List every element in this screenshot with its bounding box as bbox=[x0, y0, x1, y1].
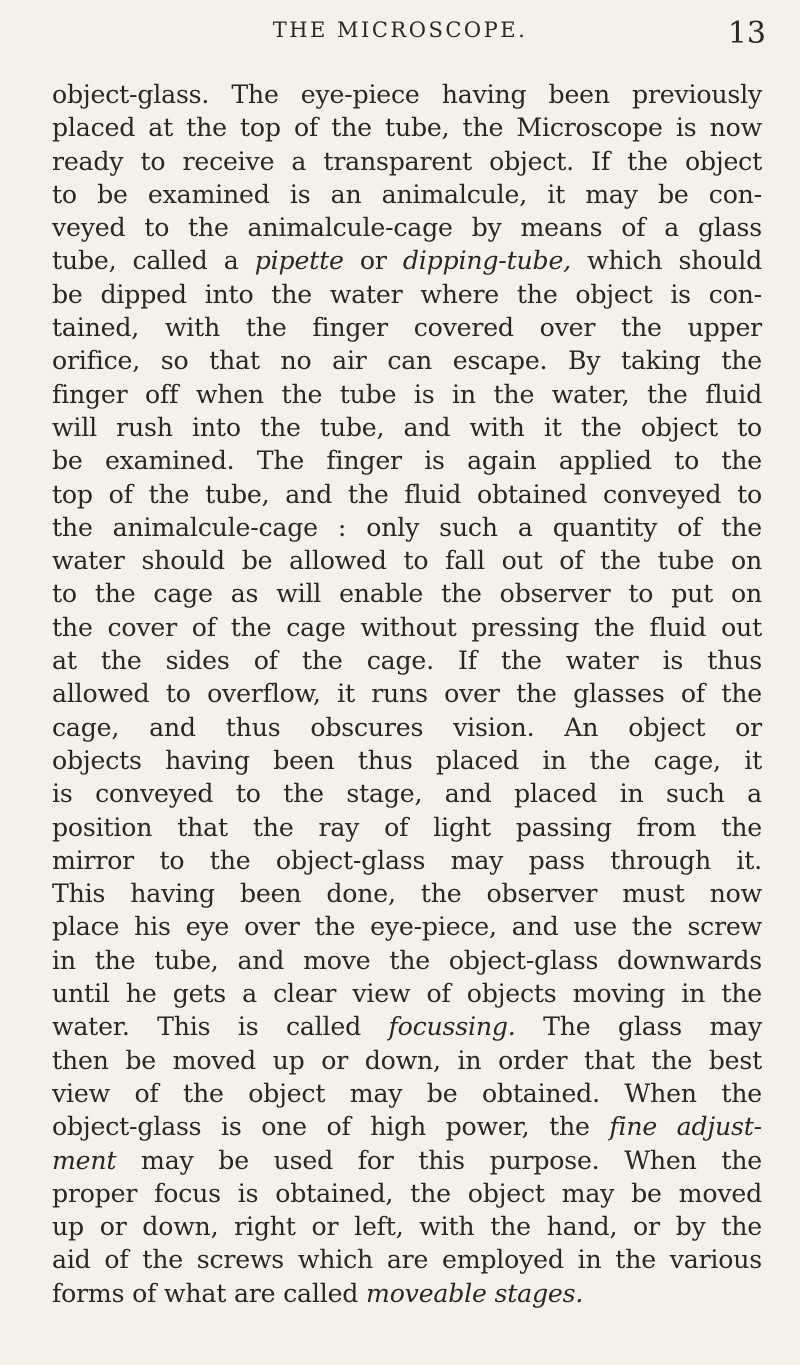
text-line bbox=[52, 244, 762, 277]
text-segment: object-glass. The eye-piece having been previously bbox=[52, 80, 762, 109]
text-line bbox=[52, 444, 762, 477]
text-segment: which should bbox=[570, 246, 762, 276]
text-line bbox=[52, 1177, 762, 1210]
text-line bbox=[52, 544, 762, 577]
text-line bbox=[52, 811, 762, 844]
text-line bbox=[52, 178, 762, 211]
text-line bbox=[52, 378, 762, 411]
text-segment: be examined. The finger is again applied to the bbox=[52, 446, 762, 476]
italic-term: fine adjust- bbox=[609, 1112, 762, 1142]
text-segment: is conveyed to the stage, and placed in such a bbox=[52, 779, 762, 809]
text-segment: The glass may bbox=[515, 1012, 762, 1042]
text-segment: object-glass is one of high power, the bbox=[52, 1112, 610, 1142]
text-segment: orifice, so that no air can escape. By taking the bbox=[52, 346, 762, 376]
text-line bbox=[52, 511, 762, 544]
text-segment: objects having been thus placed in the cage, it bbox=[52, 745, 762, 775]
text-segment: be dipped into the water where the object is con- bbox=[52, 279, 762, 309]
text-segment: or bbox=[343, 246, 403, 276]
text-line bbox=[52, 777, 762, 810]
text-line bbox=[52, 977, 762, 1010]
text-segment: place his eye over the eye-piece, and use the screw bbox=[52, 912, 762, 942]
text-line bbox=[52, 111, 762, 144]
text-segment: water. This is called bbox=[52, 1012, 389, 1042]
text-segment: the animalcule-cage : only such a quantity of the bbox=[52, 512, 762, 542]
text-segment: veyed to the animalcule-cage by means of a glass bbox=[52, 213, 762, 243]
text-line bbox=[52, 744, 762, 777]
text-line bbox=[52, 1010, 762, 1043]
text-segment: aid of the screws which are employed in the various bbox=[52, 1245, 762, 1275]
text-line bbox=[52, 1277, 762, 1310]
text-segment: water should be allowed to fall out of the tube on bbox=[52, 546, 762, 576]
text-line bbox=[52, 644, 762, 677]
running-head bbox=[0, 18, 800, 58]
italic-term: pipette bbox=[254, 246, 344, 276]
text-line bbox=[52, 278, 762, 311]
italic-term: ment bbox=[52, 1145, 117, 1175]
text-line bbox=[52, 910, 762, 943]
text-segment: may be used for this purpose. When the bbox=[116, 1145, 762, 1175]
text-line bbox=[52, 1210, 762, 1243]
text-segment: tube, called a bbox=[52, 246, 255, 276]
text-segment: view of the object may be obtained. When the bbox=[52, 1078, 762, 1108]
text-line bbox=[52, 78, 762, 111]
text-segment: at the sides of the cage. If the water is thus bbox=[52, 646, 762, 676]
text-segment: tained, with the finger covered over the upper bbox=[52, 313, 762, 343]
italic-term: focussing. bbox=[388, 1012, 516, 1042]
text-segment: to the cage as will enable the observer to put on bbox=[52, 579, 762, 609]
text-segment: cage, and thus obscures vision. An object or bbox=[52, 712, 762, 742]
running-title: THE MICROSCOPE. bbox=[272, 18, 528, 42]
body-paragraph bbox=[52, 78, 762, 1310]
text-segment: ready to receive a transparent object. If the object bbox=[52, 146, 762, 176]
text-line bbox=[52, 311, 762, 344]
italic-term: moveable stages. bbox=[366, 1278, 584, 1308]
text-line bbox=[52, 1144, 762, 1177]
text-segment: to be examined is an animalcule, it may be con- bbox=[52, 179, 762, 209]
text-segment: proper focus is obtained, the object may be moved bbox=[52, 1178, 762, 1208]
text-segment: then be moved up or down, in order that the best bbox=[52, 1045, 762, 1075]
text-line bbox=[52, 1110, 762, 1143]
text-segment: mirror to the object-glass may pass through it. bbox=[52, 845, 762, 875]
text-line bbox=[52, 478, 762, 511]
text-segment: top of the tube, and the fluid obtained conveyed to bbox=[52, 479, 762, 509]
text-segment: allowed to overflow, it runs over the glasses of the bbox=[52, 679, 762, 709]
text-line bbox=[52, 145, 762, 178]
text-segment: in the tube, and move the object-glass downwards bbox=[52, 945, 762, 975]
text-segment: This having been done, the observer must now bbox=[52, 879, 762, 909]
text-segment: position that the ray of light passing from the bbox=[52, 812, 762, 842]
text-line bbox=[52, 711, 762, 744]
text-line bbox=[52, 844, 762, 877]
text-line bbox=[52, 577, 762, 610]
text-segment: forms of what are called bbox=[52, 1278, 367, 1308]
text-segment: the cover of the cage without pressing the fluid out bbox=[52, 612, 762, 642]
text-segment: placed at the top of the tube, the Microscope is now bbox=[52, 113, 762, 143]
italic-term: dipping-tube, bbox=[402, 246, 571, 276]
text-line bbox=[52, 1077, 762, 1110]
text-line bbox=[52, 611, 762, 644]
page-number: 13 bbox=[727, 16, 766, 51]
text-line bbox=[52, 944, 762, 977]
text-line bbox=[52, 1044, 762, 1077]
text-line bbox=[52, 877, 762, 910]
text-segment: finger off when the tube is in the water, the fluid bbox=[52, 379, 762, 409]
text-line bbox=[52, 1243, 762, 1276]
text-segment: will rush into the tube, and with it the object to bbox=[52, 412, 762, 442]
text-line bbox=[52, 411, 762, 444]
text-line bbox=[52, 211, 762, 244]
text-segment: until he gets a clear view of objects moving in the bbox=[52, 979, 762, 1009]
text-line bbox=[52, 344, 762, 377]
text-line bbox=[52, 677, 762, 710]
text-segment: up or down, right or left, with the hand, or by the bbox=[52, 1212, 762, 1242]
